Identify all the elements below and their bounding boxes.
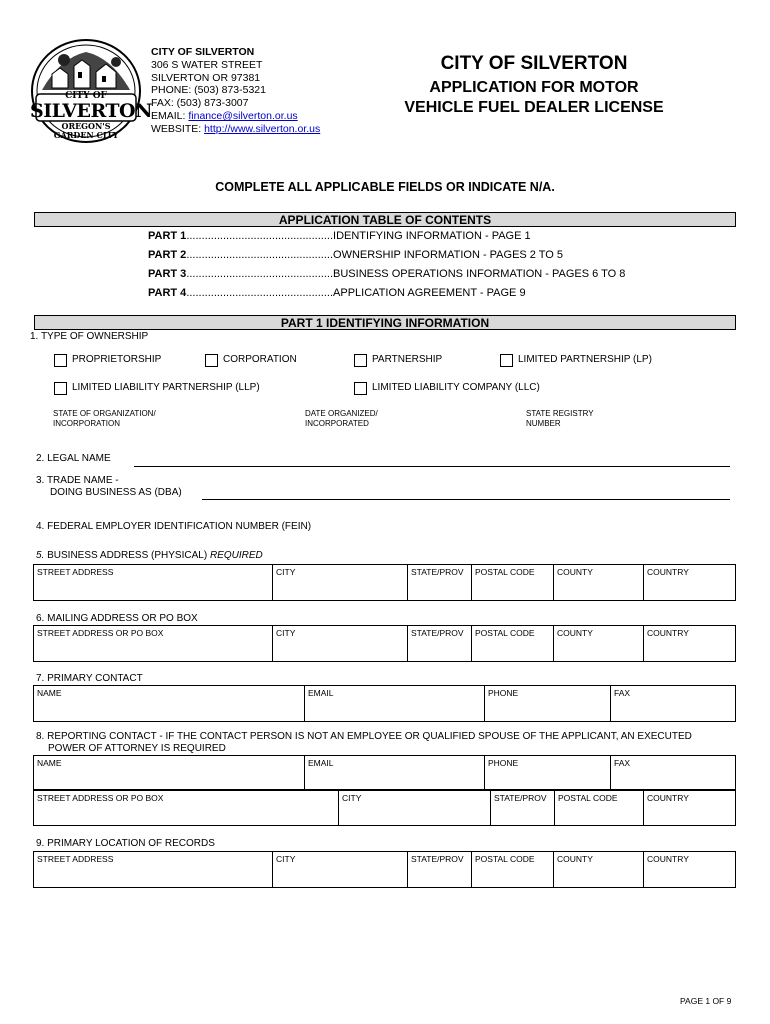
field-county[interactable]: COUNTY <box>554 565 644 601</box>
field-fax[interactable]: FAX <box>611 686 736 722</box>
title-line-1: CITY OF SILVERTON <box>440 53 628 74</box>
mailing-address-table <box>33 625 736 662</box>
field-city[interactable]: CITY <box>273 565 408 601</box>
trade-name-field[interactable] <box>202 499 730 500</box>
state-of-organization-label <box>53 409 156 429</box>
website-label: WEBSITE: <box>151 122 205 135</box>
checkbox-label: CORPORATION <box>223 354 297 365</box>
label-line: DATE ORGANIZED/ <box>305 409 378 418</box>
email-link[interactable]: finance@silverton.or.us <box>188 109 298 122</box>
field-email[interactable]: EMAIL <box>305 686 485 722</box>
toc-desc: IDENTIFYING INFORMATION - PAGE 1 <box>333 230 531 242</box>
field-city[interactable]: CITY <box>339 791 491 826</box>
website-link[interactable]: http://www.silverton.or.us <box>204 122 321 135</box>
toc-dots: ................................................ <box>186 230 334 242</box>
reporting-address-table <box>33 790 736 826</box>
label-line: STATE OF ORGANIZATION/ <box>53 409 156 418</box>
date-organized-label <box>305 409 378 429</box>
q4-label: 4. FEDERAL EMPLOYER IDENTIFICATION NUMBER (FEIN) <box>36 521 312 532</box>
org-phone: PHONE: (503) 873-5321 <box>151 84 266 97</box>
checkbox-llc[interactable] <box>354 382 367 395</box>
q5-label <box>36 550 263 561</box>
field-country[interactable]: COUNTRY <box>644 852 736 888</box>
toc-desc: OWNERSHIP INFORMATION - PAGES 2 TO 5 <box>333 249 564 261</box>
part1-heading: PART 1 IDENTIFYING INFORMATION <box>34 315 736 330</box>
field-county[interactable]: COUNTY <box>554 852 644 888</box>
records-location-table <box>33 851 736 888</box>
toc-item <box>148 248 708 267</box>
title-line-2: APPLICATION FOR MOTOR <box>429 79 639 96</box>
field-country[interactable]: COUNTRY <box>644 791 736 826</box>
seal-text-top: CITY OF <box>65 91 107 101</box>
field-state-prov[interactable]: STATE/PROV <box>408 565 472 601</box>
field-name[interactable]: NAME <box>34 756 305 790</box>
field-street-address[interactable]: STREET ADDRESS <box>34 852 273 888</box>
checkbox-label: PARTNERSHIP <box>372 354 443 365</box>
checkbox-label: PROPRIETORSHIP <box>72 354 162 365</box>
org-website-row <box>151 123 381 136</box>
field-phone[interactable]: PHONE <box>485 686 611 722</box>
field-fax[interactable]: FAX <box>611 756 736 790</box>
field-name[interactable]: NAME <box>34 686 305 722</box>
org-address: 306 S WATER STREET <box>151 58 263 71</box>
q9-label: 9. PRIMARY LOCATION OF RECORDS <box>36 838 215 849</box>
toc-item <box>148 286 708 305</box>
toc-desc: APPLICATION AGREEMENT - PAGE 9 <box>333 287 526 299</box>
reporting-contact-table <box>33 755 736 790</box>
field-country[interactable]: COUNTRY <box>644 626 736 662</box>
q3-label-2: DOING BUSINESS AS (DBA) <box>50 487 182 498</box>
q5-text: BUSINESS ADDRESS (PHYSICAL) <box>44 550 210 561</box>
q5-number: 5. <box>36 550 45 561</box>
q7-label: 7. PRIMARY CONTACT <box>36 673 143 684</box>
field-state-prov[interactable]: STATE/PROV <box>408 852 472 888</box>
checkbox-proprietorship[interactable] <box>54 354 67 367</box>
field-state-prov[interactable]: STATE/PROV <box>408 626 472 662</box>
field-postal-code[interactable]: POSTAL CODE <box>472 626 554 662</box>
q1-label: 1. TYPE OF OWNERSHIP <box>30 331 149 342</box>
label-line: NUMBER <box>526 419 561 428</box>
toc-part: PART 1 <box>148 230 187 242</box>
org-email-row <box>151 110 381 123</box>
contact-block <box>151 46 381 136</box>
toc-item <box>148 267 708 286</box>
field-email[interactable]: EMAIL <box>305 756 485 790</box>
toc-part: PART 3 <box>148 268 187 280</box>
field-city[interactable]: CITY <box>273 626 408 662</box>
field-street-or-po[interactable]: STREET ADDRESS OR PO BOX <box>34 626 273 662</box>
toc-list <box>148 229 708 305</box>
checkbox-corporation[interactable] <box>205 354 218 367</box>
toc-desc: BUSINESS OPERATIONS INFORMATION - PAGES 6 TO 8 <box>333 268 626 280</box>
field-country[interactable]: COUNTRY <box>644 565 736 601</box>
field-phone[interactable]: PHONE <box>485 756 611 790</box>
title-line-3: VEHICLE FUEL DEALER LICENSE <box>404 99 664 116</box>
checkbox-label: LIMITED PARTNERSHIP (LP) <box>518 354 652 365</box>
business-address-table <box>33 564 736 601</box>
toc-part: PART 4 <box>148 287 187 299</box>
seal-text-bottom-2: GARDEN CITY <box>53 130 119 140</box>
checkbox-lp[interactable] <box>500 354 513 367</box>
checkbox-label: LIMITED LIABILITY PARTNERSHIP (LLP) <box>72 382 260 393</box>
q5-required: REQUIRED <box>209 550 263 561</box>
city-seal-logo <box>30 38 152 144</box>
seal-text-bottom-1: OREGON'S <box>61 121 111 131</box>
field-postal-code[interactable]: POSTAL CODE <box>472 852 554 888</box>
legal-name-field[interactable] <box>134 466 730 467</box>
toc-dots: ................................................ <box>186 249 334 261</box>
toc-dots: ................................................ <box>186 268 334 280</box>
field-county[interactable]: COUNTY <box>554 626 644 662</box>
toc-dots: ................................................ <box>186 287 334 299</box>
org-city-state: SILVERTON OR 97381 <box>151 71 261 84</box>
q6-label: 6. MAILING ADDRESS OR PO BOX <box>36 613 198 624</box>
field-postal-code[interactable]: POSTAL CODE <box>472 565 554 601</box>
checkbox-partnership[interactable] <box>354 354 367 367</box>
page-number: PAGE 1 OF 9 <box>680 996 732 1006</box>
checkbox-llp[interactable] <box>54 382 67 395</box>
instruction-text: COMPLETE ALL APPLICABLE FIELDS OR INDICATE N/A. <box>215 180 555 194</box>
field-street-address[interactable]: STREET ADDRESS <box>34 565 273 601</box>
label-line: INCORPORATED <box>305 419 369 428</box>
label-line: STATE REGISTRY <box>526 409 594 418</box>
field-street-or-po[interactable]: STREET ADDRESS OR PO BOX <box>34 791 339 826</box>
q2-label: 2. LEGAL NAME <box>36 453 111 464</box>
q8-label-1: 8. REPORTING CONTACT - IF THE CONTACT PERSON IS NOT AN EMPLOYEE OR QUALIFIED SPOUSE OF THE APPLICANT, AN EXECUTED <box>36 731 692 742</box>
email-label: EMAIL: <box>151 109 189 122</box>
org-fax: FAX: (503) 873-3007 <box>151 97 249 110</box>
q8-label-2: POWER OF ATTORNEY IS REQUIRED <box>48 743 226 754</box>
seal-text-main: SILVERTON <box>30 100 152 122</box>
field-postal-code[interactable]: POSTAL CODE <box>555 791 644 826</box>
toc-heading: APPLICATION TABLE OF CONTENTS <box>34 212 736 227</box>
primary-contact-table <box>33 685 736 722</box>
label-line: INCORPORATION <box>53 419 120 428</box>
field-city[interactable]: CITY <box>273 852 408 888</box>
state-registry-label <box>526 409 594 429</box>
org-name: CITY OF SILVERTON <box>151 46 255 58</box>
q3-label-1: 3. TRADE NAME - <box>36 475 119 486</box>
toc-item <box>148 229 708 248</box>
form-title <box>380 52 688 118</box>
checkbox-label: LIMITED LIABILITY COMPANY (LLC) <box>372 382 540 393</box>
field-state-prov[interactable]: STATE/PROV <box>491 791 555 826</box>
toc-part: PART 2 <box>148 249 187 261</box>
